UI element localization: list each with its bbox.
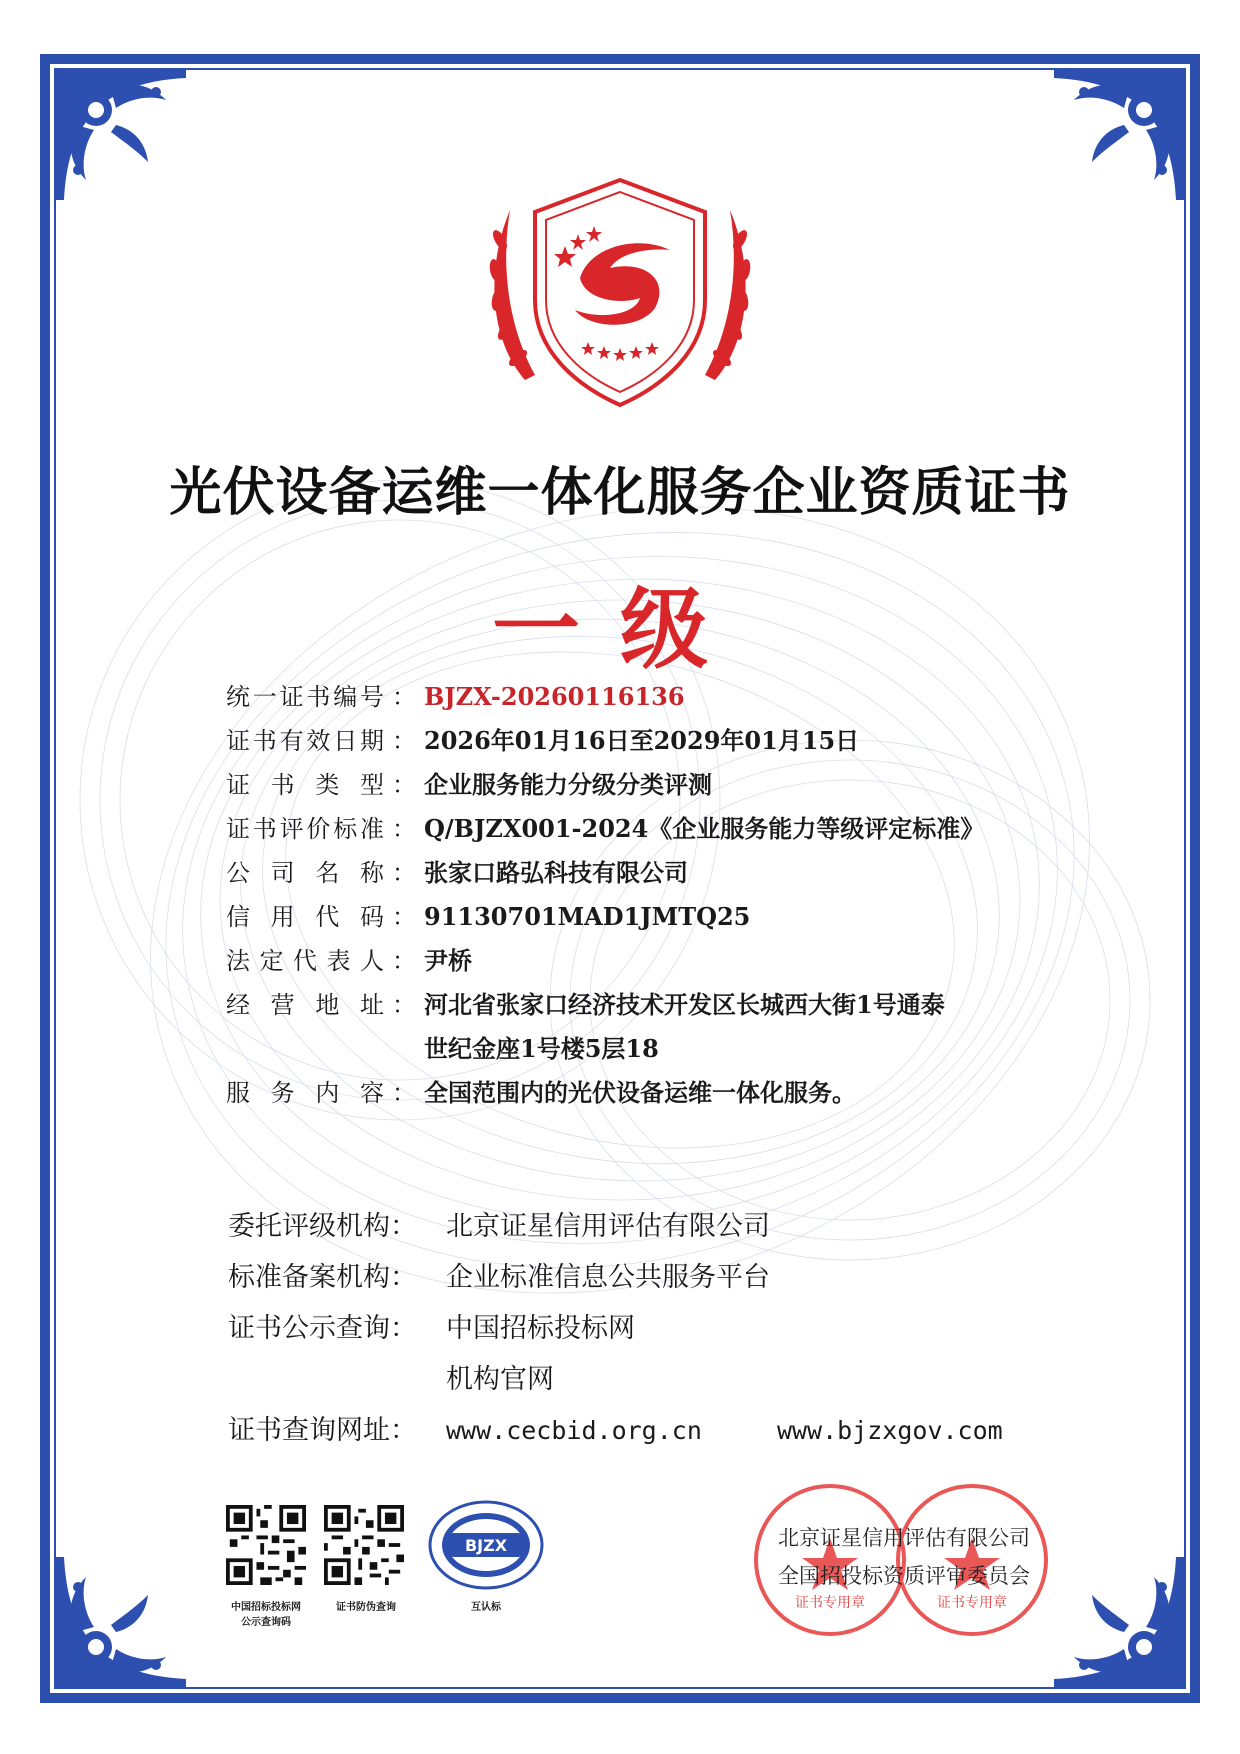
org-label: 标准备案机构：	[228, 1262, 417, 1293]
service-value: 全国范围内的光伏设备运维一体化服务。	[424, 1078, 856, 1107]
validity-value: 2026年01月16日至2029年01月15日	[424, 726, 860, 755]
organization-list	[228, 1210, 1128, 1465]
qr-caption-line-1: 中国招标投标网	[231, 1602, 301, 1613]
svg-text:BJZX: BJZX	[464, 1536, 508, 1555]
org-row-filing-agency	[228, 1261, 1128, 1295]
certificate-grade: 一级	[491, 577, 748, 681]
info-label: 服务内容	[226, 1079, 384, 1107]
url-bjzxgov-link[interactable]: www.bjzxgov.com	[776, 1416, 1003, 1445]
qr-caption-anti-fake	[316, 1600, 416, 1615]
info-row-standard	[226, 814, 1026, 844]
info-colon: ：	[392, 903, 416, 931]
badge-caption: 互认标	[471, 1602, 501, 1613]
public-query-line-2: 机构官网	[446, 1364, 554, 1395]
info-label: 证书评价标准	[226, 815, 384, 843]
info-row-validity	[226, 726, 1026, 756]
qr-caption-line-2: 公示查询码	[241, 1617, 291, 1628]
info-label: 公司名称	[226, 859, 384, 887]
info-colon: ：	[392, 815, 416, 843]
address-line-2: 世纪金座1号楼5层18	[424, 1034, 659, 1063]
corner-ornament-icon	[56, 70, 186, 200]
info-label: 统一证书编号	[226, 683, 384, 711]
shield-emblem-icon	[470, 150, 770, 420]
query-urls	[446, 1414, 1128, 1448]
bjzx-badge-icon	[428, 1500, 544, 1590]
qr-code-icon[interactable]	[324, 1505, 404, 1585]
legal-rep-value: 尹桥	[424, 946, 472, 975]
info-label: 证书有效日期	[226, 727, 384, 755]
seal-text-line-2: 全国招投标资质评审委员会	[778, 1564, 1030, 1588]
certificate-number-value: BJZX-20260116136	[424, 682, 685, 711]
info-row-type	[226, 770, 1026, 800]
info-row-service	[226, 1078, 1026, 1108]
filing-agency-value: 企业标准信息公共服务平台	[446, 1262, 770, 1293]
qr-caption-bid-network	[214, 1600, 318, 1630]
org-label: 委托评级机构：	[228, 1211, 417, 1242]
address-value	[424, 990, 1026, 1064]
credit-code-value: 91130701MAD1JMTQ25	[424, 902, 751, 931]
org-row-query-urls	[228, 1414, 1128, 1448]
info-colon: ：	[392, 859, 416, 887]
info-colon: ：	[392, 683, 416, 711]
info-row-company	[226, 858, 1026, 888]
corner-ornament-icon	[1054, 70, 1184, 200]
corner-ornament-icon	[1054, 1557, 1184, 1687]
public-query-value	[446, 1312, 1128, 1397]
qr-code-icon[interactable]	[226, 1505, 306, 1585]
info-label: 证书类型	[226, 771, 384, 799]
rating-agency-value: 北京证星信用评估有限公司	[446, 1211, 770, 1242]
info-row-legal-rep	[226, 946, 1026, 976]
org-row-public-query	[228, 1312, 1128, 1397]
info-row-credit-code	[226, 902, 1026, 932]
info-colon: ：	[392, 727, 416, 755]
org-row-rating-agency	[228, 1210, 1128, 1244]
info-row-certificate-number	[226, 682, 1026, 712]
info-colon: ：	[392, 991, 416, 1019]
qr-caption-line-1: 证书防伪查询	[336, 1602, 396, 1613]
seal-text-line-1: 北京证星信用评估有限公司	[778, 1526, 1030, 1550]
standard-value: Q/BJZX001-2024《企业服务能力等级评定标准》	[424, 814, 985, 843]
org-label: 证书公示查询：	[228, 1313, 417, 1344]
info-label: 信用代码	[226, 903, 384, 931]
address-line-1: 河北省张家口经济技术开发区长城西大街1号通泰	[424, 990, 945, 1019]
public-query-line-1: 中国招标投标网	[446, 1313, 635, 1344]
corner-ornament-icon	[56, 1557, 186, 1687]
info-label: 经营地址	[226, 991, 384, 1019]
certificate-title: 光伏设备运维一体化服务企业资质证书	[169, 462, 1071, 523]
info-colon: ：	[392, 771, 416, 799]
seal-stamp-label-left: 证书专用章	[795, 1595, 865, 1611]
url-cecbid-link[interactable]: www.cecbid.org.cn	[446, 1416, 702, 1445]
type-value: 企业服务能力分级分类评测	[424, 770, 712, 799]
seal-stamp-label-right: 证书专用章	[937, 1595, 1007, 1611]
certificate-info-list	[226, 682, 1026, 1122]
info-colon: ：	[392, 1079, 416, 1107]
info-colon: ：	[392, 947, 416, 975]
info-row-address	[226, 990, 1026, 1064]
info-label: 法定代表人	[226, 947, 384, 975]
org-label: 证书查询网址：	[228, 1415, 417, 1446]
company-value: 张家口路弘科技有限公司	[424, 858, 688, 887]
